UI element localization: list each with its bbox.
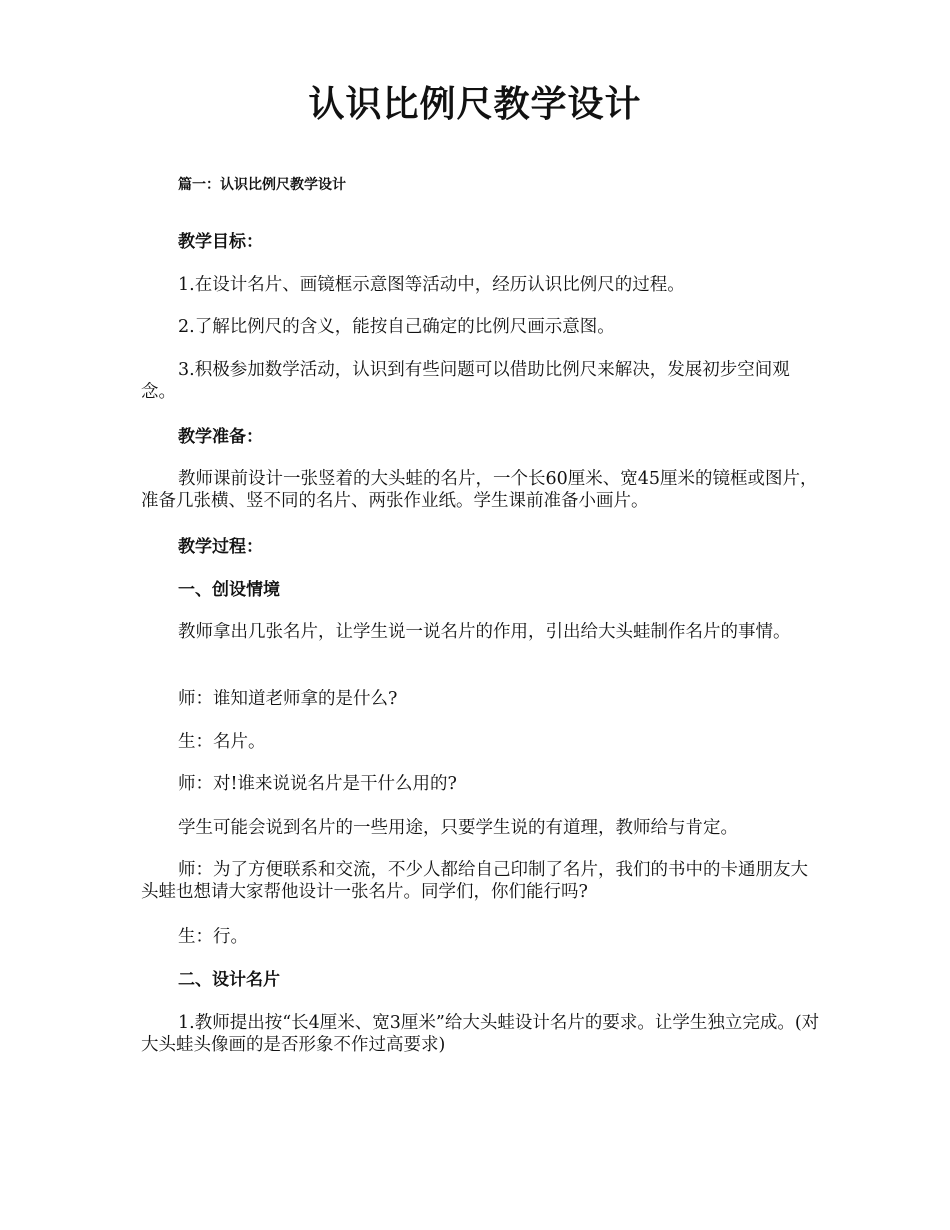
document-title: 认识比例尺教学设计 (308, 84, 642, 125)
process-heading: 教学过程： (178, 537, 263, 557)
part1-heading: 一、创设情境 (178, 580, 280, 600)
goals-heading: 教学目标： (178, 232, 263, 252)
prep-heading: 教学准备： (178, 427, 263, 447)
part1-paragraph-7: 生：行。 (178, 927, 248, 947)
document-subtitle: 篇一：认识比例尺教学设计 (178, 177, 346, 193)
part1-paragraph-3: 生：名片。 (178, 732, 266, 752)
part1-paragraph-5: 学生可能会说到名片的一些用途，只要学生说的有道理，教师给与肯定。 (178, 818, 738, 838)
part1-paragraph-6: 师：为了方便联系和交流，不少人都给自己印制了名片，我们的书中的卡通朋友大头蛙也想请大家帮他设计一张名片。同学们，你们能行吗? (141, 860, 808, 902)
goal-3-paragraph: 3.积极参加数学活动，认识到有些问题可以借助比例尺来解决，发展初步空间观念。 (141, 360, 790, 402)
part2-heading: 二、设计名片 (178, 970, 280, 990)
part1-paragraph-4: 师：对!谁来说说名片是干什么用的? (178, 774, 457, 794)
part1-paragraph-2: 师：谁知道老师拿的是什么? (178, 689, 398, 709)
part2-paragraph-1: 1.教师提出按“长4厘米、宽3厘米”给大头蛙设计名片的要求。让学生独立完成。(对大头蛙头像画的是否形象不作过高要求) (141, 1013, 820, 1055)
goal-1-paragraph: 1.在设计名片、画镜框示意图等活动中，经历认识比例尺的过程。 (178, 275, 685, 295)
prep-paragraph: 教师课前设计一张竖着的大头蛙的名片，一个长60厘米、宽45厘米的镜框或图片，准备几张横、竖不同的名片、两张作业纸。学生课前准备小画片。 (141, 469, 818, 511)
goal-2-paragraph: 2.了解比例尺的含义，能按自己确定的比例尺画示意图。 (178, 317, 615, 337)
part1-paragraph-1: 教师拿出几张名片，让学生说一说名片的作用，引出给大头蛙制作名片的事情。 (178, 622, 791, 642)
